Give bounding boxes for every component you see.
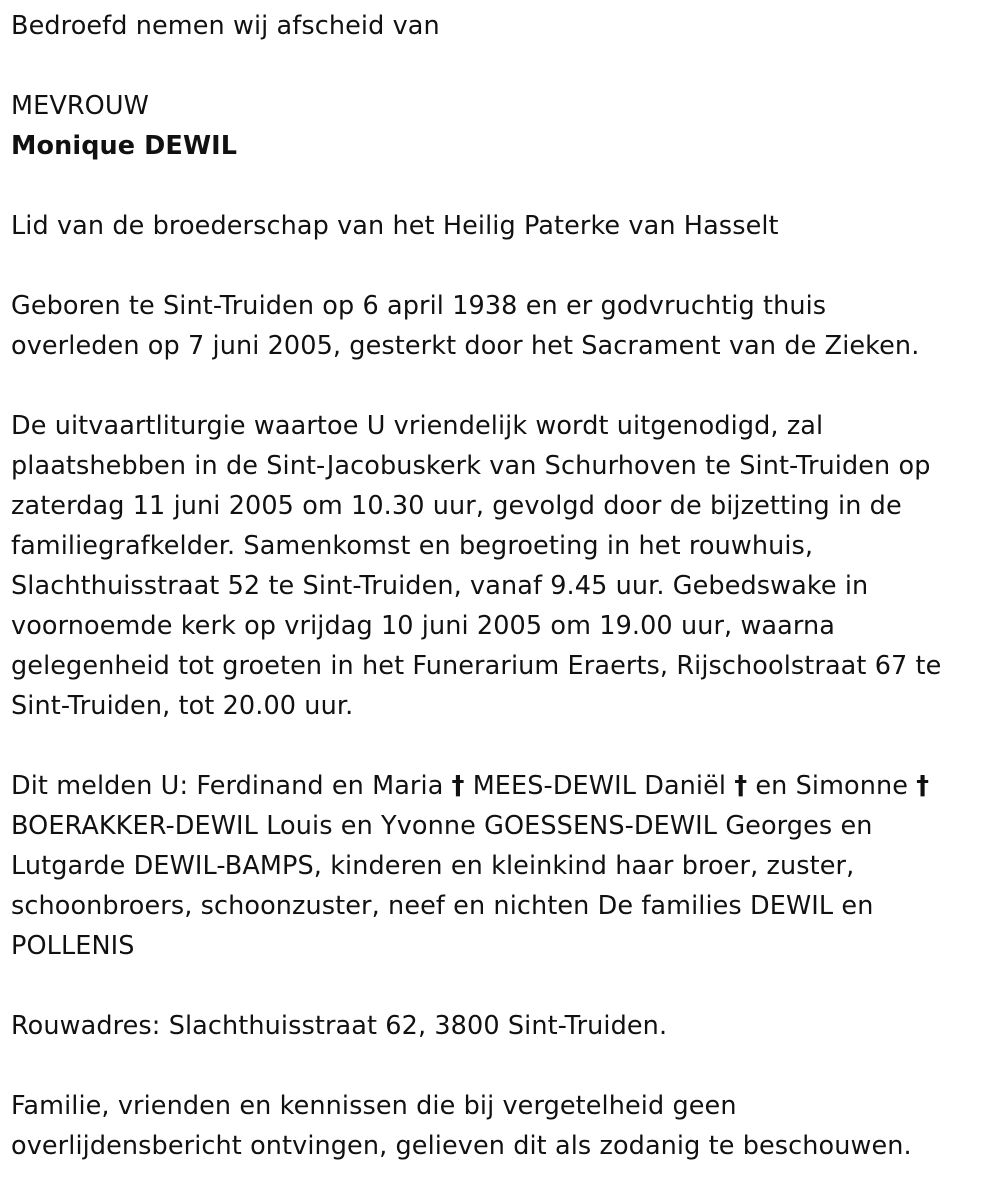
spacer xyxy=(11,1046,991,1086)
announcers-paragraph xyxy=(11,766,991,966)
text-line: Slachthuisstraat 52 te Sint-Truiden, vanaf 9.45 uur. Gebedswake in xyxy=(11,571,869,601)
birth-death-paragraph xyxy=(11,286,991,366)
closing-paragraph xyxy=(11,1086,991,1166)
address-line: Rouwadres: Slachthuisstraat 62, 3800 Sint-Truiden. xyxy=(11,1011,668,1041)
text-line: plaatshebben in de Sint-Jacobuskerk van Schurhoven te Sint-Truiden op xyxy=(11,451,931,481)
spacer xyxy=(11,246,991,286)
funeral-paragraph xyxy=(11,406,991,726)
announcers-first-line xyxy=(11,766,991,806)
text-line: Geboren te Sint-Truiden op 6 april 1938 en er godvruchtig thuis xyxy=(11,291,827,321)
obituary-notice xyxy=(11,6,991,1166)
text-line: POLLENIS xyxy=(11,931,135,961)
deceased-name: Monique DEWIL xyxy=(11,131,238,161)
text-line: overleden op 7 juni 2005, gesterkt door het Sacrament van de Zieken. xyxy=(11,331,920,361)
text-line: gelegenheid tot groeten in het Funerarium Eraerts, Rijschoolstraat 67 te xyxy=(11,651,942,681)
text-span: Dit melden U: Ferdinand en Maria xyxy=(11,771,452,801)
text-line: Familie, vrienden en kennissen die bij vergetelheid geen xyxy=(11,1091,737,1121)
text-line: De uitvaartliturgie waartoe U vriendelijk wordt uitgenodigd, zal xyxy=(11,411,824,441)
text-line: zaterdag 11 juni 2005 om 10.30 uur, gevolgd door de bijzetting in de xyxy=(11,491,902,521)
cross-icon: † xyxy=(451,771,465,801)
cross-icon: † xyxy=(916,771,930,801)
text-line: Sint-Truiden, tot 20.00 uur. xyxy=(11,691,354,721)
spacer xyxy=(11,966,991,1006)
text-line: BOERAKKER-DEWIL Louis en Yvonne GOESSENS-DEWIL Georges en xyxy=(11,811,873,841)
intro-line: Bedroefd nemen wij afscheid van xyxy=(11,11,440,41)
text-line: voornoemde kerk op vrijdag 10 juni 2005 om 19.00 uur, waarna xyxy=(11,611,836,641)
text-line: overlijdensbericht ontvingen, gelieven dit als zodanig te beschouwen. xyxy=(11,1131,912,1161)
text-span: MEES-DEWIL Daniël xyxy=(464,771,735,801)
cross-icon: † xyxy=(734,771,748,801)
spacer xyxy=(11,166,991,206)
text-span: en Simonne xyxy=(747,771,917,801)
spacer xyxy=(11,366,991,406)
spacer xyxy=(11,726,991,766)
membership-line: Lid van de broederschap van het Heilig Paterke van Hasselt xyxy=(11,211,779,241)
text-line: Lutgarde DEWIL-BAMPS, kinderen en kleinkind haar broer, zuster, xyxy=(11,851,855,881)
text-line: schoonbroers, schoonzuster, neef en nichten De families DEWIL en xyxy=(11,891,874,921)
honorific: MEVROUW xyxy=(11,91,149,121)
spacer xyxy=(11,46,991,86)
text-line: familiegrafkelder. Samenkomst en begroeting in het rouwhuis, xyxy=(11,531,814,561)
